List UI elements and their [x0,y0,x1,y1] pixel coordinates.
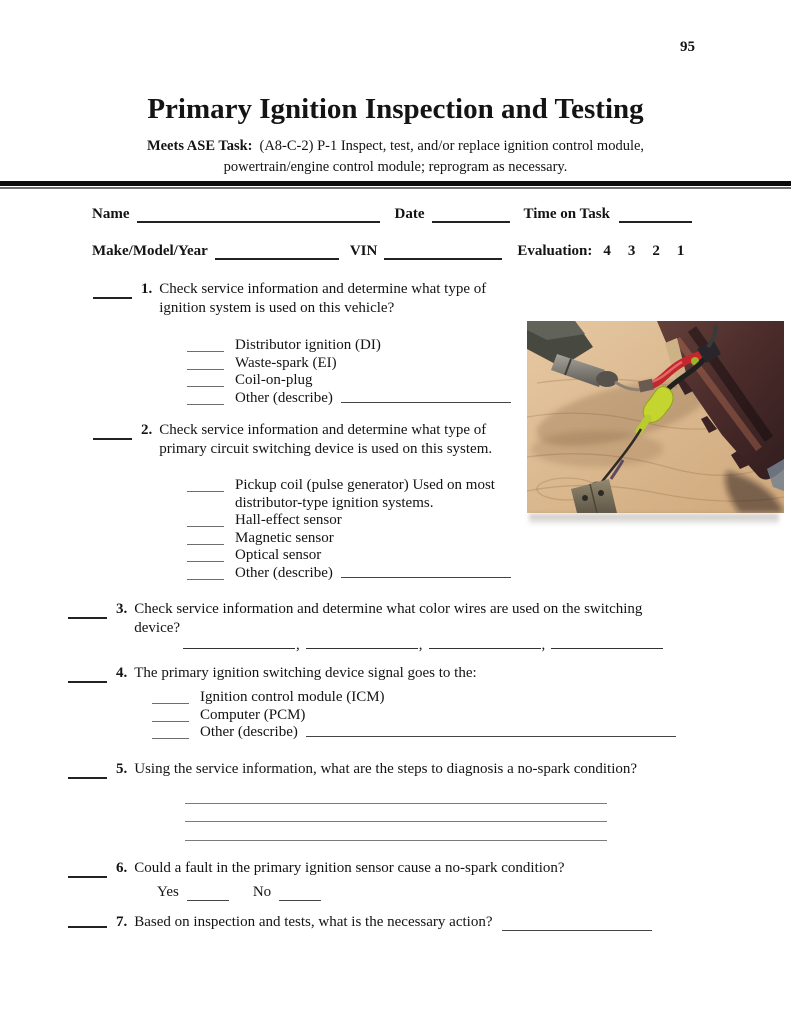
ase-task-line2: powertrain/engine control module; reprogram as necessary. [223,158,568,175]
question-1 [93,280,531,317]
question-1-options [187,337,511,407]
option-label: Other (describe) [200,724,298,740]
question-5-text: Using the service information, what are the steps to diagnosis a no-spark condition? [134,761,638,777]
question-4-text: The primary ignition switching device signal goes to the: [134,665,477,681]
option-label: Pickup coil (pulse generator) Used on most distributor-type ignition systems. [235,477,495,511]
question-4 [68,664,694,683]
option-row [187,337,511,355]
option-label: Optical sensor [235,547,322,563]
wire-color-blank [429,634,541,649]
evaluation-score-1: 1 [676,243,685,259]
question-1-score-blank [93,283,132,299]
option-label: Hall-effect sensor [235,512,342,528]
question-2-options [187,477,535,582]
option-blank [187,339,224,352]
evaluation-score-3: 3 [627,243,636,259]
question-6-text: Could a fault in the primary ignition sensor cause a no-spark condition? [134,860,565,876]
wire-color-blank [551,634,663,649]
question-6 [68,859,565,878]
option-blank [187,392,224,405]
time-on-task-label: Time on Task [523,206,610,222]
option-blank [152,709,189,722]
yes-label: Yes [157,884,179,900]
option-row [187,372,511,390]
no-blank [279,885,321,901]
page-title: Primary Ignition Inspection and Testing [147,93,644,125]
question-6-number: 6. [116,860,128,876]
info-row-2 [92,243,684,260]
evaluation-score-4: 4 [603,243,611,259]
option-blank [152,726,189,739]
question-4-number: 4. [116,665,128,681]
option-row [187,530,535,548]
wire-color-blank [183,634,295,649]
option-blank [187,514,224,527]
option-label: Distributor ignition (DI) [235,337,381,353]
evaluation-score-2: 2 [652,243,660,259]
date-blank [432,206,510,223]
question-6-yes-no [157,884,321,901]
question-4-options [152,689,676,742]
time-on-task-blank [619,206,692,223]
primary-ignition-wiring-photo [527,321,784,513]
option-row [152,707,676,725]
question-5-answer-lines [185,785,607,841]
option-label: Magnetic sensor [235,529,334,546]
ase-task-block [0,136,791,177]
option-blank [187,479,224,492]
vin-label: VIN [349,243,378,259]
option-row [152,689,676,707]
option-blank [187,567,224,580]
option-label: Computer (PCM) [200,706,306,723]
other-describe-blank [306,724,676,737]
evaluation-label: Evaluation: [517,243,593,259]
divider-rule-thin [0,187,791,189]
question-1-number: 1. [141,281,153,297]
name-blank [137,206,380,223]
question-3-text: Check service information and determine what color wires are used on the switching device? [134,601,643,636]
option-blank [187,549,224,562]
option-row [152,724,676,742]
answer-line [185,785,607,804]
question-4-score-blank [68,667,107,683]
ase-task-text1: (A8-C-2) P-1 Inspect, test, and/or replace ignition control module, [259,138,645,154]
comma: , [418,637,423,653]
make-model-year-label: Make/Model/Year [92,243,208,259]
photo-scan-shadow [529,514,779,526]
option-blank [187,357,224,370]
option-label: Other (describe) [235,564,333,581]
question-3-number: 3. [116,601,128,617]
vin-blank [384,243,502,260]
page-number: 95 [680,39,695,55]
comma: , [541,637,546,653]
option-row [187,477,535,512]
question-2-number: 2. [141,422,153,438]
question-1-text: Check service information and determine what type of ignition system is used on this vehicle? [159,281,487,316]
other-describe-blank [341,390,511,403]
option-label: Waste-spark (EI) [235,354,337,371]
other-describe-blank [341,565,511,578]
option-label: Other (describe) [235,389,333,406]
question-3 [68,600,689,637]
wire-color-blank [306,634,418,649]
question-7-number: 7. [116,913,128,930]
ase-task-label: Meets ASE Task: [146,138,253,154]
question-3-score-blank [68,603,107,619]
question-5 [68,760,637,779]
info-row-1 [92,206,692,223]
question-7 [68,912,652,931]
question-7-score-blank [68,912,107,928]
option-row [187,512,535,530]
question-3-answer-blanks [183,634,663,654]
comma: , [296,637,300,653]
answer-line [185,822,607,841]
ignition-photo-svg [527,321,784,513]
ase-task-line1 [0,136,791,157]
option-row [187,547,535,565]
option-row [187,565,535,583]
option-label: Coil-on-plug [235,372,313,388]
divider-rule-thick [0,181,791,186]
question-7-text: Based on inspection and tests, what is the necessary action? [134,913,493,930]
question-5-number: 5. [116,761,128,777]
option-blank [152,691,189,704]
answer-line [185,804,607,823]
necessary-action-blank [502,915,652,931]
date-label: Date [394,206,425,222]
question-2 [93,421,531,458]
name-label: Name [92,206,130,222]
option-blank [187,532,224,545]
question-6-score-blank [68,862,107,878]
option-blank [187,374,224,387]
option-label: Ignition control module (ICM) [200,689,385,705]
make-model-year-blank [215,243,339,260]
question-2-score-blank [93,424,132,440]
yes-blank [187,885,229,901]
question-5-score-blank [68,763,107,779]
question-2-text: Check service information and determine what type of primary circuit switching device is used on this system. [159,422,493,457]
no-label: No [252,884,272,900]
option-row [187,355,511,373]
option-row [187,390,511,408]
